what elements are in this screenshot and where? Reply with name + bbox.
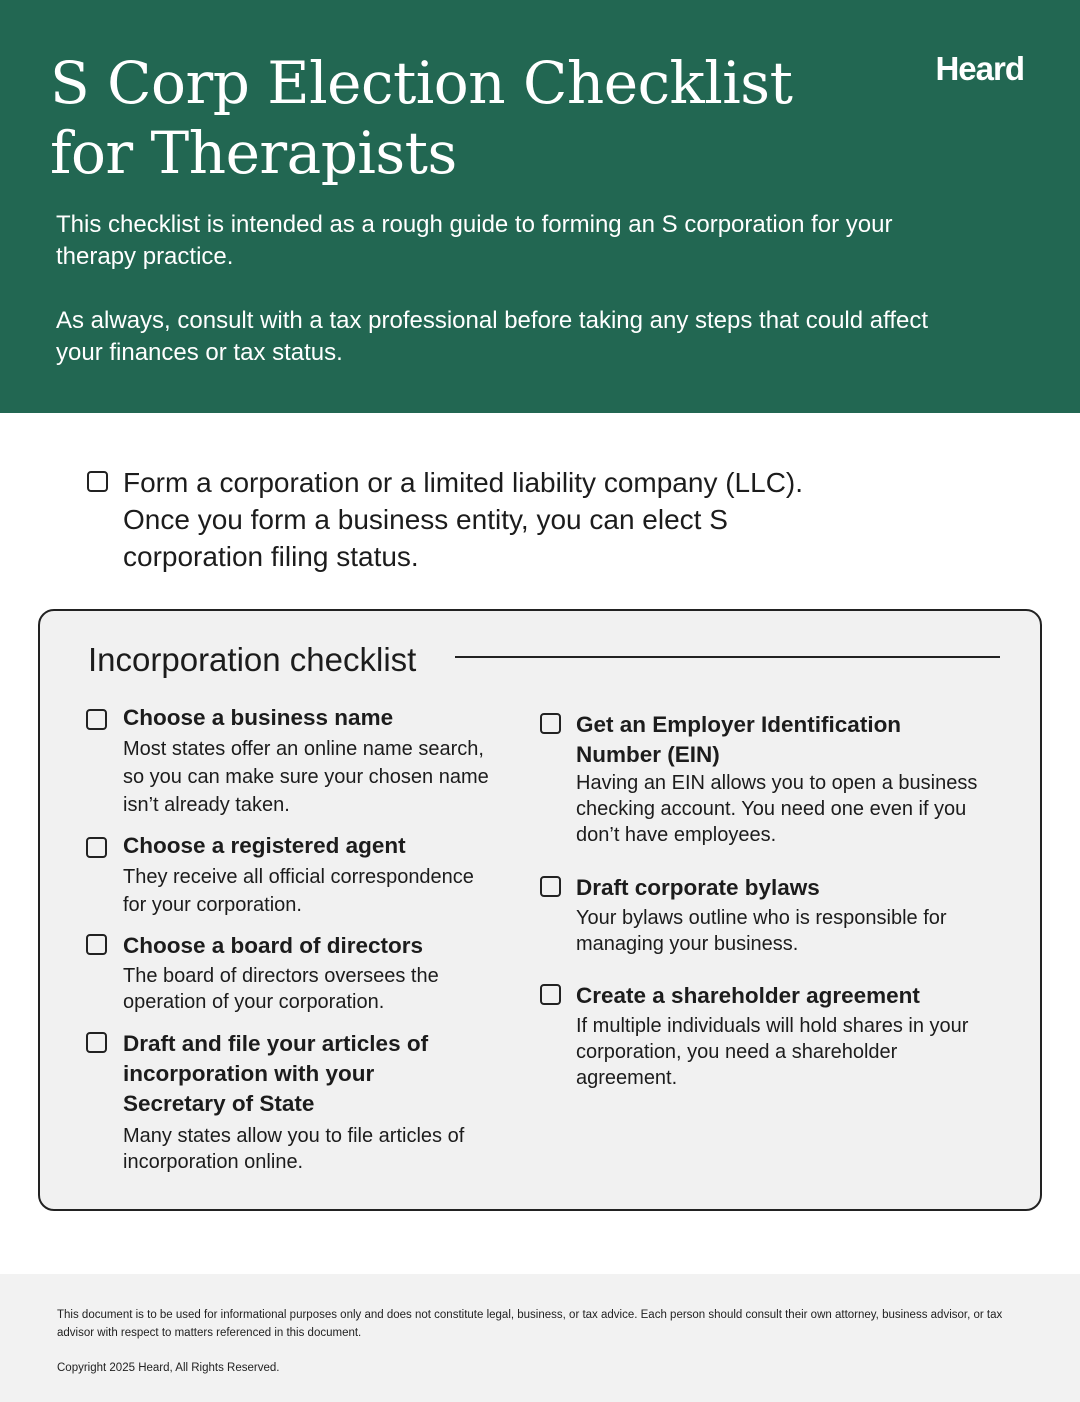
item-body: Most states offer an online name search, so you can make sure your chosen name isn’t already taken.: [123, 738, 489, 816]
footer: [0, 1274, 1080, 1402]
item-heading: Get an Employer Identification Number (EIN): [576, 712, 902, 767]
title-line-2: for Therapists: [50, 119, 457, 187]
checkbox[interactable]: [87, 471, 108, 492]
checklist-item: [123, 831, 493, 919]
checkbox[interactable]: [86, 837, 107, 858]
item-heading: Draft and file your articles of incorporation with your Secretary of State: [123, 1031, 429, 1116]
item-body: The board of directors oversees the operation of your corporation.: [123, 965, 439, 1013]
checklist-item: [123, 703, 503, 819]
title-line-1: S Corp Election Checklist: [50, 49, 793, 117]
checkbox[interactable]: [86, 1032, 107, 1053]
disclaimer-paragraph: As always, consult with a tax professional before taking any steps that could affect your finances or tax status.: [56, 307, 929, 366]
item-heading: Draft corporate bylaws: [576, 875, 820, 900]
checkbox[interactable]: [540, 984, 561, 1005]
item-heading: Create a shareholder agreement: [576, 983, 920, 1008]
checklist-item: [576, 873, 986, 957]
checkbox[interactable]: [540, 713, 561, 734]
checklist-item: [576, 710, 978, 848]
page-title: [50, 48, 792, 188]
heard-logo: Heard: [935, 50, 1024, 87]
item-body: Many states allow you to file articles of incorporation online.: [123, 1125, 465, 1173]
section-title: Incorporation checklist: [88, 641, 417, 678]
checklist-item: [576, 981, 996, 1091]
header-banner: [0, 0, 1080, 413]
item-heading: Choose a board of directors: [123, 933, 424, 958]
item-body: Having an EIN allows you to open a business checking account. You need one even if you don’t have employees.: [576, 772, 978, 846]
copyright: Copyright 2025 Heard, All Rights Reserved.: [57, 1362, 280, 1374]
checklist-item: [123, 1029, 483, 1175]
checklist-item: [123, 931, 483, 1015]
item-heading: Choose a business name: [123, 705, 394, 730]
item-body: They receive all official correspondence for your corporation.: [123, 866, 474, 916]
item-body: Your bylaws outline who is responsible for managing your business.: [576, 907, 947, 955]
item-heading: Choose a registered agent: [123, 833, 406, 858]
checkbox[interactable]: [86, 934, 107, 955]
divider: [455, 656, 1000, 658]
checkbox[interactable]: [540, 876, 561, 897]
lead-item-text: Form a corporation or a limited liability company (LLC). Once you form a business entity, you can elect S corporation filing status.: [123, 467, 804, 572]
legal-disclaimer: This document is to be used for informational purposes only and does not constitute legal, business, or tax advice. Each person should consult their own attorney, business advisor, or tax advisor with respect to matters referenced in this document.: [57, 1309, 1003, 1339]
intro-paragraph: This checklist is intended as a rough guide to forming an S corporation for your therapy practice.: [56, 211, 893, 270]
checkbox[interactable]: [86, 709, 107, 730]
item-body: If multiple individuals will hold shares in your corporation, you need a shareholder agreement.: [576, 1015, 969, 1089]
